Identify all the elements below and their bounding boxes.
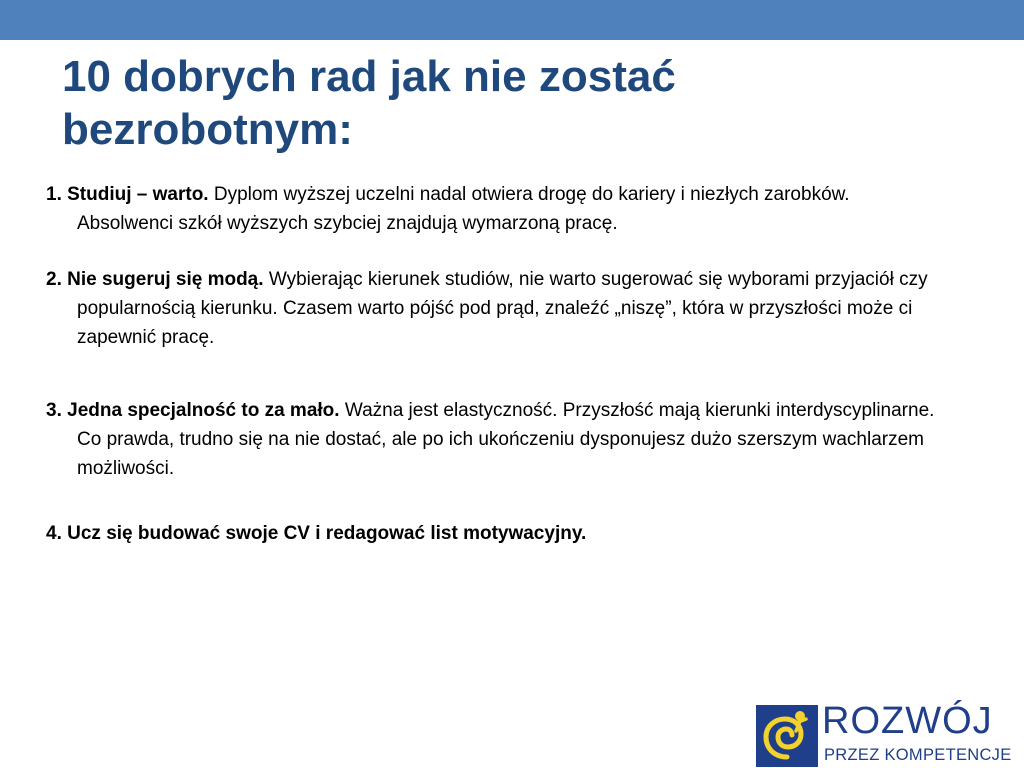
slide-title <box>62 50 962 156</box>
slide-title-line-1: 10 dobrych rad jak nie zostać <box>62 52 676 101</box>
tip-3-lead: 3. Jedna specjalność to za mało. <box>46 400 340 421</box>
tip-2-lead: 2. Nie sugeruj się modą. <box>46 269 264 290</box>
logo-subtitle: PRZEZ KOMPETENCJE <box>824 746 1012 764</box>
tips-list <box>46 180 946 548</box>
logo-name: ROZWÓJ <box>822 700 993 742</box>
tip-4-lead: 4. Ucz się budować swoje CV i redagować list motywacyjny. <box>46 523 587 544</box>
tip-1-text: Dyplom wyższej uczelni nadal otwiera drogę do kariery i niezłych zarobków. Absolwenci szkół wyższych szybciej znajdują wymarzoną pracę. <box>77 184 850 234</box>
spiral-figure-icon <box>756 705 818 767</box>
tip-item-4 <box>46 519 946 548</box>
top-accent-bar <box>0 0 1024 40</box>
tip-3-text: Ważna jest elastyczność. Przyszłość mają kierunki interdyscyplinarne. Co prawda, trudno się na nie dostać, ale po ich ukończeniu dysponujesz dużo szerszym wachlarzem możliwości. <box>77 400 935 479</box>
tip-1-lead: 1. Studiuj – warto. <box>46 184 209 205</box>
tip-item-3 <box>46 396 946 483</box>
tip-item-2 <box>46 265 946 352</box>
slide-title-line-2: bezrobotnym: <box>62 105 353 154</box>
tip-2-text: Wybierając kierunek studiów, nie warto sugerować się wyborami przyjaciół czy popularnością kierunku. Czasem warto pójść pod prąd, znaleźć „niszę”, która w przyszłości może ci zapewnić pracę. <box>77 269 928 348</box>
rozwoj-logo <box>756 700 1024 768</box>
tip-item-1 <box>46 180 946 238</box>
